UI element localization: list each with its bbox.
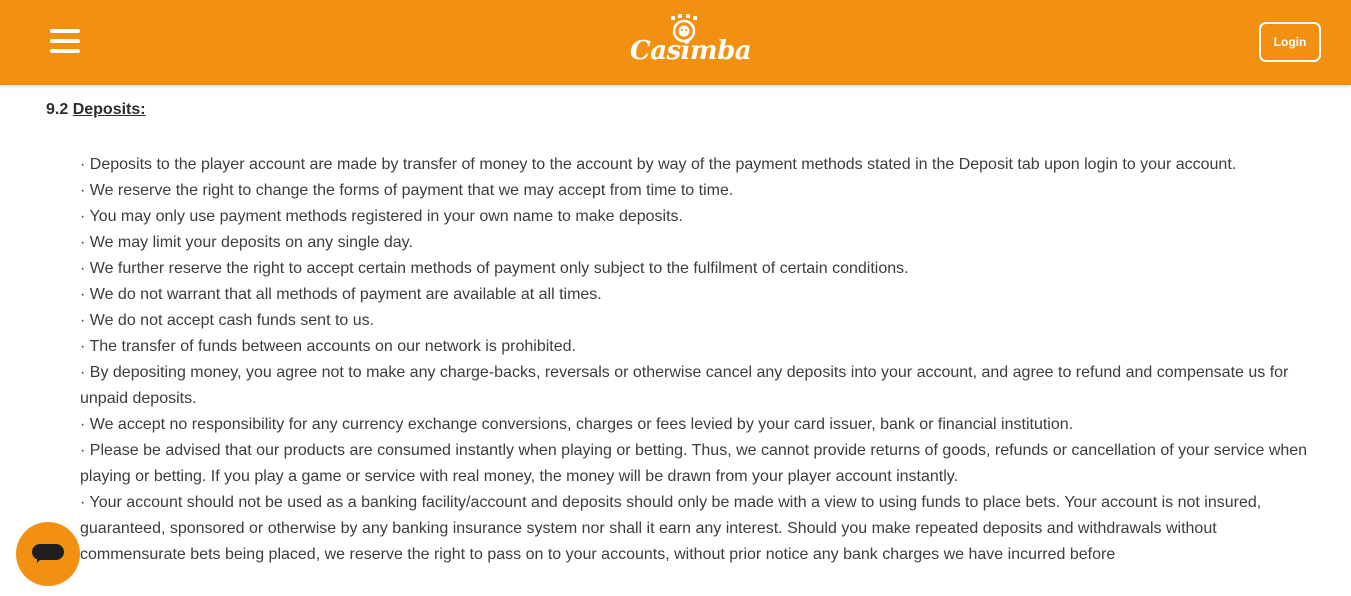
section-heading bbox=[46, 99, 146, 121]
list-item: · We do not warrant that all methods of payment are available at all times. bbox=[80, 286, 602, 303]
list-item: · We may limit your deposits on any single day. bbox=[80, 234, 413, 251]
list-item: · We further reserve the right to accept certain methods of payment only subject to the fulfilment of certain conditions. bbox=[80, 260, 909, 277]
list-item: · We reserve the right to change the forms of payment that we may accept from time to time. bbox=[80, 182, 734, 199]
chat-bubble-tail bbox=[37, 556, 44, 563]
deposit-rules-list bbox=[80, 152, 1315, 568]
list-item: · You may only use payment methods registered in your own name to make deposits. bbox=[80, 208, 683, 225]
list-item: · Please be advised that our products are consumed instantly when playing or betting. Thus, we cannot provide returns of goods, refunds or cancellation of your service when playing or betting. If you play a game or service with real money, the money will be drawn from your player account instantly. bbox=[80, 442, 1308, 485]
list-item: · The transfer of funds between accounts on our network is prohibited. bbox=[80, 338, 576, 355]
live-chat-button[interactable] bbox=[16, 522, 80, 586]
list-item: · Deposits to the player account are made by transfer of money to the account by way of the payment methods stated in the Deposit tab upon login to your account. bbox=[80, 156, 1237, 173]
login-button[interactable]: Login bbox=[1259, 22, 1321, 62]
list-item: · Your account should not be used as a banking facility/account and deposits should only be made with a view to using funds to place bets. Your account is not insured, guaranteed, sponsored or otherwise by any banking insurance system nor shall it earn any interest. Should you make repeated deposits and withdrawals without commensurate bets being placed, we reserve the right to pass on to your accounts, without prior notice any bank charges we have incurred before bbox=[80, 494, 1262, 563]
list-item: · By depositing money, you agree not to make any charge-backs, reversals or otherwise cancel any deposits into your account, and agree to refund and compensate us for unpaid deposits. bbox=[80, 364, 1289, 407]
terms-content bbox=[0, 85, 1351, 596]
brand-name: Casimba bbox=[630, 36, 752, 66]
list-item: · We do not accept cash funds sent to us. bbox=[80, 312, 375, 329]
section-number: 9.2 bbox=[46, 101, 69, 118]
list-item: · We accept no responsibility for any currency exchange conversions, charges or fees levied by your card issuer, bank or financial institution. bbox=[80, 416, 1074, 433]
brand-logo[interactable] bbox=[630, 14, 752, 72]
section-title: Deposits: bbox=[72, 101, 146, 118]
top-header bbox=[0, 0, 1351, 85]
hamburger-menu-icon[interactable] bbox=[48, 27, 82, 55]
